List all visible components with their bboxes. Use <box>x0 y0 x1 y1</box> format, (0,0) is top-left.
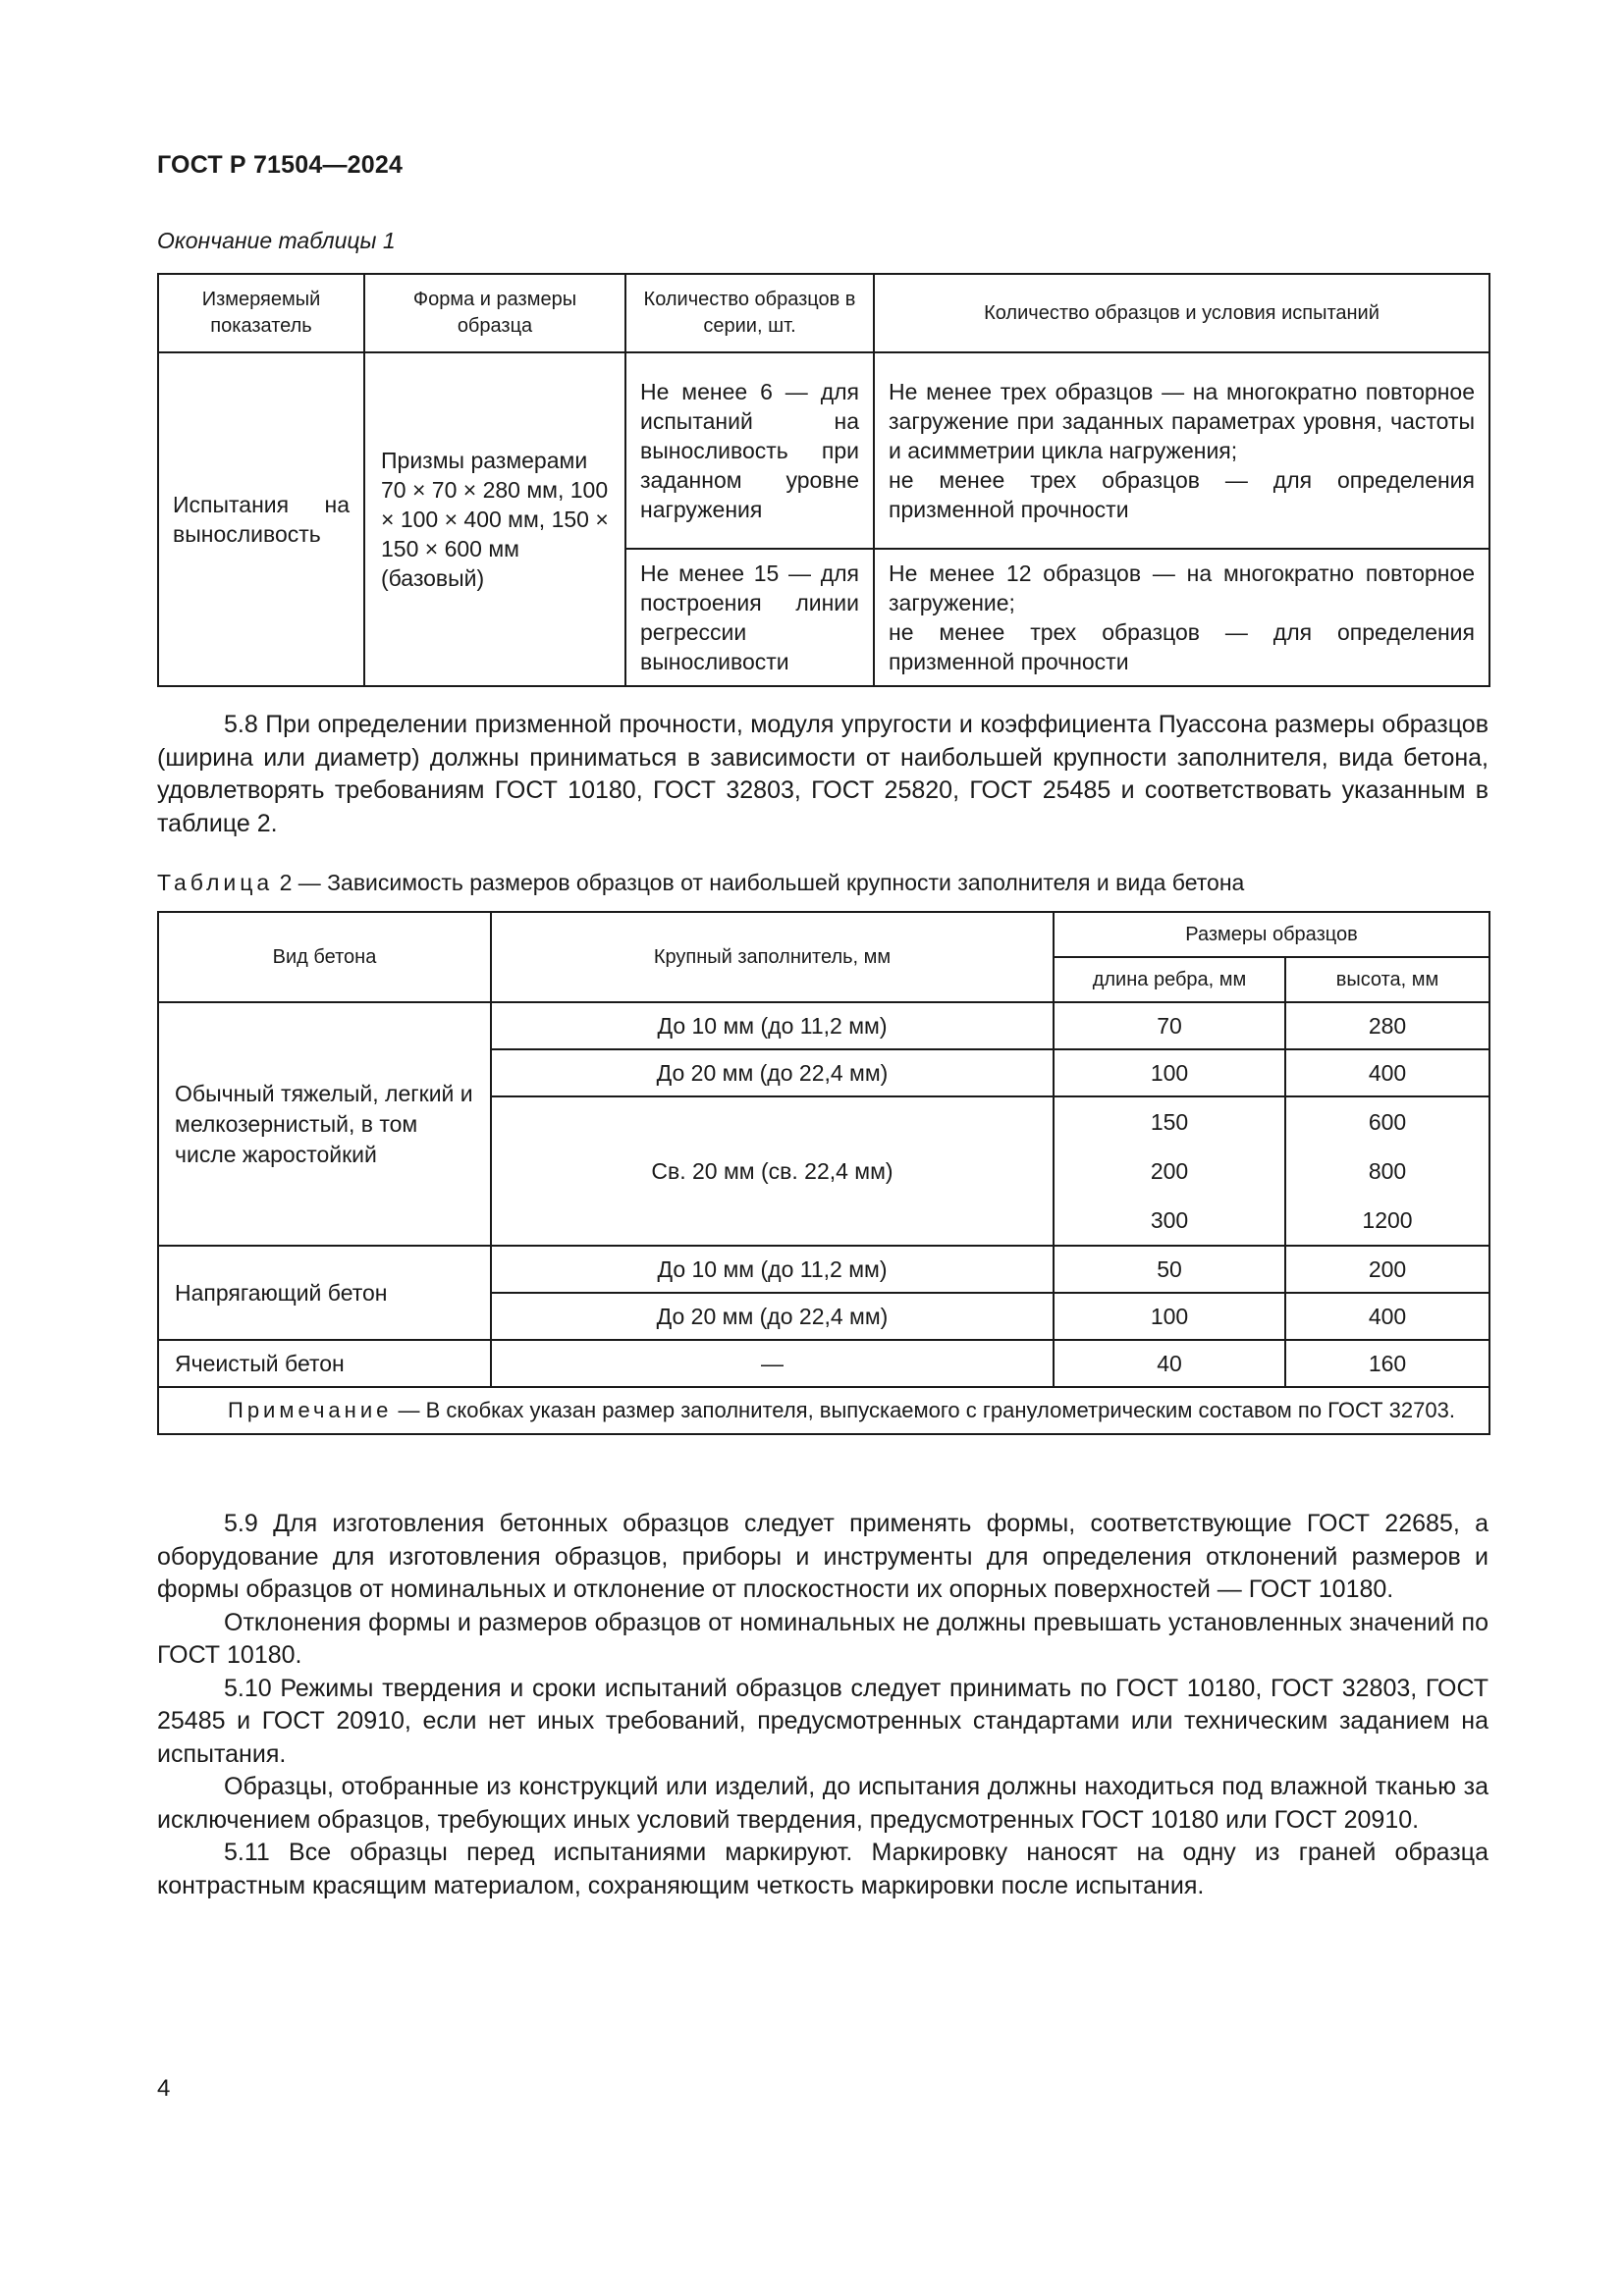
table2-header-edge: длина ребра, мм <box>1054 957 1285 1002</box>
document-id: ГОСТ Р 71504—2024 <box>157 151 404 179</box>
table2-height-cell: 280 <box>1285 1002 1489 1049</box>
table2-height-cell: 160 <box>1285 1340 1489 1387</box>
table-row <box>158 352 1489 549</box>
table2-edge-cell: 100 <box>1054 1049 1285 1096</box>
table2-edge-value: 300 <box>1150 1207 1189 1233</box>
table2-height-value: 600 <box>1368 1109 1407 1135</box>
table2-edge-cell: 50 <box>1054 1246 1285 1293</box>
table2-header-aggregate: Крупный заполнитель, мм <box>491 912 1054 1002</box>
table1 <box>157 273 1490 687</box>
table1-caption: Окончание таблицы 1 <box>157 228 396 253</box>
table2-header-row <box>158 912 1489 957</box>
paragraph: Отклонения формы и размеров образцов от номинальных не должны превышать установленных значений по ГОСТ 10180. <box>157 1608 1489 1669</box>
table2-edge-cell: 70 <box>1054 1002 1285 1049</box>
table1-count-cell: Не менее 15 — для построения линии регрессии выносливости <box>625 549 874 686</box>
body-text <box>157 1508 1489 1902</box>
paragraph: 5.10 Режимы твердения и сроки испытаний образцов следует принимать по ГОСТ 10180, ГОСТ 32803, ГОСТ 25485 и ГОСТ 20910, если нет иных требований, предусмотренных стандартами или техническим заданием на испытания. <box>157 1674 1489 1768</box>
table2-note-row <box>158 1387 1489 1434</box>
table2-aggregate-cell: До 20 мм (до 22,4 мм) <box>491 1049 1054 1096</box>
table2-aggregate-cell: — <box>491 1340 1054 1387</box>
table2-aggregate-cell: До 10 мм (до 11,2 мм) <box>491 1002 1054 1049</box>
table1-header-count: Количество образцов в серии, шт. <box>625 274 874 352</box>
table1-header-indicator: Измеряемый показатель <box>158 274 364 352</box>
section-5-8 <box>157 709 1489 840</box>
table2-height-cell <box>1285 1096 1489 1246</box>
table1-conditions-line: не менее трех образцов — для определения призменной прочности <box>889 467 1475 522</box>
table2-type-cell: Обычный тяжелый, легкий и мелкозернистый, в том числе жаростойкий <box>158 1002 491 1246</box>
table2-note <box>158 1387 1489 1434</box>
table2-height-cell: 400 <box>1285 1049 1489 1096</box>
table2-type-cell: Ячеистый бетон <box>158 1340 491 1387</box>
table1-indicator-cell: Испытания на выносливость <box>158 352 364 686</box>
table2-note-text: — В скобках указан размер заполнителя, выпускаемого с гранулометрическим составом по ГОСТ 32703. <box>392 1398 1455 1422</box>
table2-edge-cell: 40 <box>1054 1340 1285 1387</box>
table2-header-height: высота, мм <box>1285 957 1489 1002</box>
table2-aggregate-cell: До 10 мм (до 11,2 мм) <box>491 1246 1054 1293</box>
table1-conditions-cell <box>874 549 1489 686</box>
table2-header-sizes: Размеры образцов <box>1054 912 1489 957</box>
table2-caption <box>157 870 1244 896</box>
table1-count-cell: Не менее 6 — для испытаний на выносливость при заданном уровне нагружения <box>625 352 874 549</box>
table-row <box>158 1002 1489 1049</box>
page-number: 4 <box>157 2075 171 2102</box>
table1-conditions-line: Не менее трех образцов — на многократно повторное загружение при заданных параметрах уровня, частоты и асимметрии цикла нагружения; <box>889 379 1475 463</box>
table1-conditions-line: Не менее 12 образцов — на многократно повторное загружение; <box>889 561 1475 615</box>
table1-conditions-line: не менее трех образцов — для определения призменной прочности <box>889 619 1475 674</box>
table1-header-row <box>158 274 1489 352</box>
table2-caption-label: Таблица <box>157 870 274 895</box>
table2-edge-cell <box>1054 1096 1285 1246</box>
paragraph: 5.11 Все образцы перед испытаниями маркируют. Маркировку наносят на одну из граней образца контрастным красящим материалом, сохраняющим четкость маркировки после испытания. <box>157 1839 1489 1899</box>
table2-edge-value: 150 <box>1150 1109 1189 1135</box>
table-row <box>158 1340 1489 1387</box>
table2-aggregate-cell: До 20 мм (до 22,4 мм) <box>491 1293 1054 1340</box>
table2-caption-text: 2 — Зависимость размеров образцов от наибольшей крупности заполнителя и вида бетона <box>273 870 1245 895</box>
table1-conditions-cell <box>874 352 1489 549</box>
table2 <box>157 911 1490 1435</box>
table2-header-type: Вид бетона <box>158 912 491 1002</box>
paragraph: Образцы, отобранные из конструкций или изделий, до испытания должны находиться под влажной тканью за исключением образцов, требующих иных условий твердения, предусмотренных ГОСТ 10180 или ГОСТ 20910. <box>157 1773 1489 1834</box>
table2-type-cell: Напрягающий бетон <box>158 1246 491 1340</box>
table2-height-value: 1200 <box>1362 1207 1413 1233</box>
table2-edge-value: 200 <box>1150 1158 1189 1184</box>
table2-aggregate-cell: Св. 20 мм (св. 22,4 мм) <box>491 1096 1054 1246</box>
paragraph: 5.8 При определении призменной прочности, модуля упругости и коэффициента Пуассона размеры образцов (ширина или диаметр) должны приниматься в зависимости от наибольшей крупности заполнителя, вида бетона, удовлетворять требованиям ГОСТ 10180, ГОСТ 32803, ГОСТ 25820, ГОСТ 25485 и соответствовать указанным в таблице 2. <box>157 711 1489 837</box>
table1-header-conditions: Количество образцов и условия испытаний <box>874 274 1489 352</box>
table2-height-cell: 400 <box>1285 1293 1489 1340</box>
table2-height-cell: 200 <box>1285 1246 1489 1293</box>
paragraph: 5.9 Для изготовления бетонных образцов следует применять формы, соответствующие ГОСТ 22685, а оборудование для изготовления образцов, приборы и инструменты для определения отклонений размеров и формы образцов от номинальных и отклонение от плоскостности их опорных поверхностей — ГОСТ 10180. <box>157 1510 1489 1603</box>
table1-header-shape: Форма и размеры образца <box>364 274 625 352</box>
table1-shape-cell: Призмы размерами 70 × 70 × 280 мм, 100 × 100 × 400 мм, 150 × 150 × 600 мм (базовый) <box>364 352 625 686</box>
table2-edge-cell: 100 <box>1054 1293 1285 1340</box>
table2-note-label: Примечание <box>228 1398 393 1422</box>
table2-height-value: 800 <box>1368 1158 1407 1184</box>
table-row <box>158 1246 1489 1293</box>
